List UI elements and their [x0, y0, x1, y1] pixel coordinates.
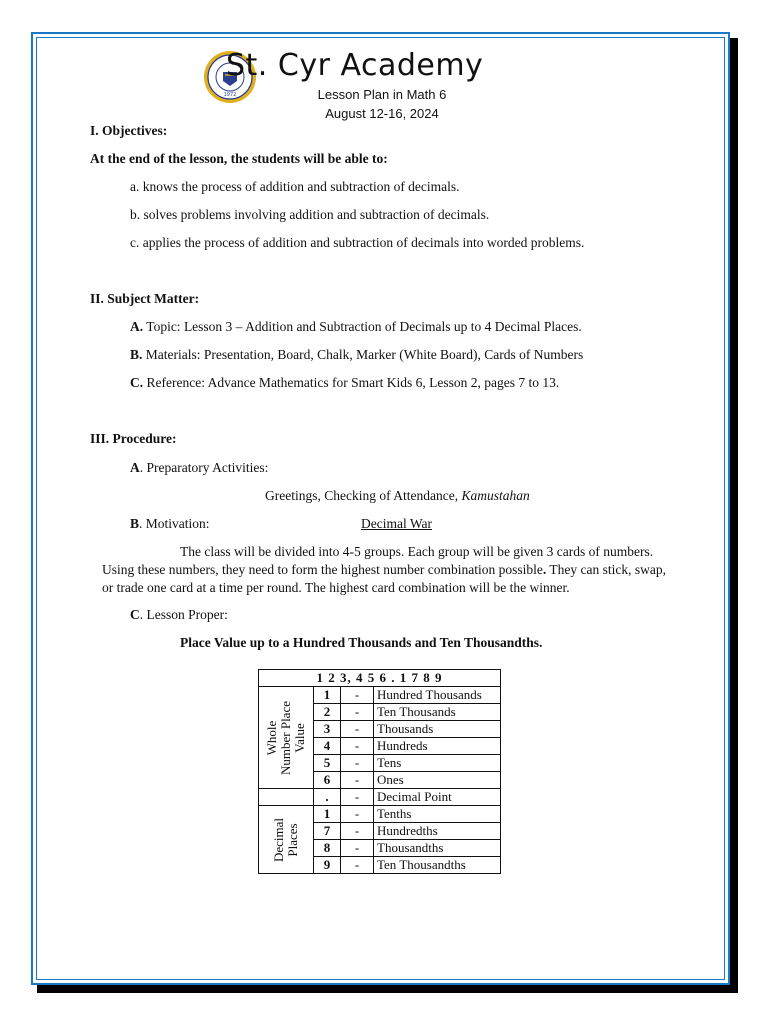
subject-matter-heading: II. Subject Matter:	[90, 291, 200, 306]
table-number-header: 1 2 3, 4 5 6 . 1 7 8 9	[259, 670, 501, 687]
item-letter: B.	[130, 347, 143, 362]
table-row	[259, 806, 501, 823]
objectives-intro: At the end of the lesson, the students will be able to:	[90, 151, 388, 166]
item-letter: A.	[130, 319, 144, 334]
place-name-cell: Tenths	[374, 806, 501, 823]
dash-cell: -	[341, 772, 374, 789]
place-value-table	[258, 669, 501, 874]
decimal-places-group-cell	[259, 806, 314, 874]
digit-cell: 2	[314, 704, 341, 721]
lesson-proper-label	[130, 607, 228, 623]
place-name-cell: Hundredths	[374, 823, 501, 840]
item-text: . Preparatory Activities:	[139, 460, 269, 475]
dash-cell: -	[341, 738, 374, 755]
dash-cell: -	[341, 721, 374, 738]
label-line: Value	[292, 722, 307, 753]
whole-number-group-cell	[259, 687, 314, 789]
label-line: Number Place	[278, 700, 293, 775]
dash-cell: -	[341, 704, 374, 721]
item-text: Reference: Advance Mathematics for Smart Kids 6, Lesson 2, pages 7 to 13.	[146, 375, 560, 390]
decimal-places-label	[272, 817, 300, 861]
motivation-paragraph	[102, 543, 678, 597]
whole-number-place-value-label	[265, 700, 307, 774]
lesson-proper-title: Place Value up to a Hundred Thousands and Ten Thousandths.	[180, 635, 543, 650]
item-letter: C.	[130, 375, 144, 390]
subject-matter-reference	[130, 375, 559, 391]
item-letter: B	[130, 516, 140, 531]
school-name: St. Cyr Academy	[226, 48, 484, 83]
digit-cell: 5	[314, 755, 341, 772]
motivation-label	[130, 516, 210, 532]
item-text: . Lesson Proper:	[139, 607, 228, 622]
paragraph-text: They can stick, swap, or trade one card at a time per round. The highest card combination will be the winner.	[102, 562, 667, 595]
place-name-cell: Ones	[374, 772, 501, 789]
dash-cell: -	[341, 755, 374, 772]
dash-cell: -	[341, 806, 374, 823]
empty-group-cell	[259, 789, 314, 806]
place-name-cell: Thousandths	[374, 840, 501, 857]
digit-cell: 8	[314, 840, 341, 857]
paragraph-bold-period: .	[542, 562, 547, 577]
subject-matter-materials	[130, 347, 583, 363]
preparatory-activities-label	[130, 460, 268, 476]
dash-cell: -	[341, 840, 374, 857]
objective-item: b. solves problems involving addition and subtraction of decimals.	[130, 207, 490, 222]
digit-cell: 9	[314, 857, 341, 874]
activities-text: Greetings, Checking of Attendance,	[265, 488, 462, 503]
table-header-row	[259, 670, 501, 687]
digit-cell: 6	[314, 772, 341, 789]
digit-cell: 3	[314, 721, 341, 738]
item-letter: A	[130, 460, 140, 475]
label-line: Whole	[264, 720, 279, 755]
place-name-cell: Hundred Thousands	[374, 687, 501, 704]
place-name-cell: Tens	[374, 755, 501, 772]
item-text: . Motivation:	[139, 516, 210, 531]
place-name-cell: Ten Thousandths	[374, 857, 501, 874]
objectives-heading: I. Objectives:	[90, 123, 168, 138]
subject-matter-topic	[130, 319, 582, 335]
item-letter: C	[130, 607, 140, 622]
activities-italic-text: Kamustahan	[461, 488, 530, 503]
label-line: Places	[285, 822, 300, 857]
place-name-cell: Decimal Point	[374, 789, 501, 806]
digit-cell: 1	[314, 687, 341, 704]
digit-cell: .	[314, 789, 341, 806]
objective-item: c. applies the process of addition and subtraction of decimals into worded problems.	[130, 235, 585, 250]
place-name-cell: Thousands	[374, 721, 501, 738]
digit-cell: 4	[314, 738, 341, 755]
paragraph-text: The class will be divided into 4-5 groups. Each group will be given 3 cards of numbers. Using these numbers, they need to form the highest number combination possible	[102, 544, 654, 577]
lesson-date: August 12-16, 2024	[325, 106, 439, 121]
label-line: Decimal	[271, 817, 286, 862]
item-text: Topic: Lesson 3 – Addition and Subtraction of Decimals up to 4 Decimal Places.	[146, 319, 582, 334]
lesson-plan-subtitle: Lesson Plan in Math 6	[317, 87, 447, 102]
preparatory-activities-detail	[265, 488, 530, 504]
table-row	[259, 687, 501, 704]
digit-cell: 7	[314, 823, 341, 840]
digit-cell: 1	[314, 806, 341, 823]
dash-cell: -	[341, 823, 374, 840]
dash-cell: -	[341, 857, 374, 874]
item-text: Materials: Presentation, Board, Chalk, Marker (White Board), Cards of Numbers	[145, 347, 584, 362]
place-name-cell: Hundreds	[374, 738, 501, 755]
place-name-cell: Ten Thousands	[374, 704, 501, 721]
dash-cell: -	[341, 687, 374, 704]
seal-year: 1972	[223, 92, 237, 98]
dash-cell: -	[341, 789, 374, 806]
table-row-decimal-point	[259, 789, 501, 806]
procedure-heading: III. Procedure:	[90, 431, 177, 446]
motivation-title: Decimal War	[361, 516, 433, 531]
objective-item: a. knows the process of addition and subtraction of decimals.	[130, 179, 460, 194]
